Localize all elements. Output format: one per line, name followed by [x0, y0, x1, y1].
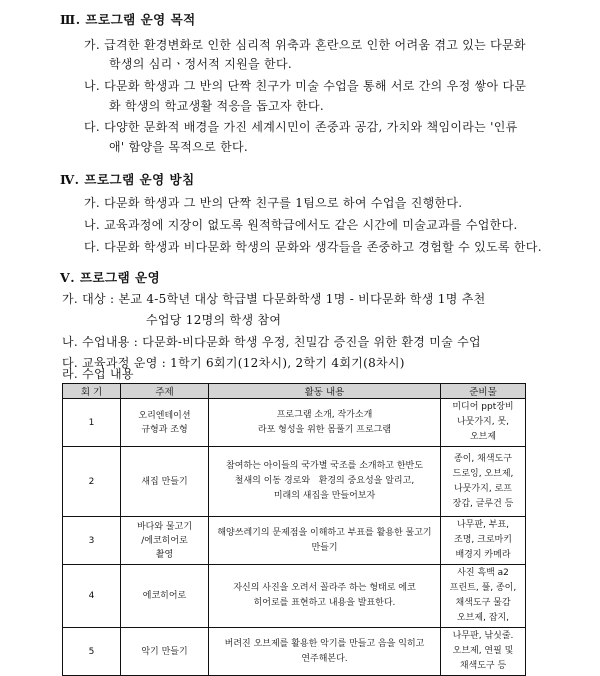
target-line-2: 수업당 12명의 학생 참여 [146, 313, 282, 327]
activity-cell [209, 628, 441, 676]
materials-cell-line: 나무판, 부표, [456, 520, 510, 530]
activity-cell-line: 해양쓰레기의 문제점을 이해하고 부표를 활용한 물고기 [217, 527, 432, 538]
activity-cell-line: 참여하는 아이들의 국가별 국조를 소개하고 한반도 [226, 461, 423, 471]
topic-cell-line: 오리엔테이션 [138, 410, 191, 421]
activity-cell-line: 연주해본다. [301, 653, 348, 664]
purpose-item-1-line-1: 가. 급격한 환경변화로 인한 심리적 위축과 혼란으로 인한 어려움 겪고 있는 다문화 [84, 38, 526, 52]
materials-cell-line: 장갑, 글루건 등 [452, 498, 514, 509]
session-number: 5 [63, 628, 121, 676]
topic-cell-line: 촬영 [155, 549, 174, 560]
table-row [63, 628, 526, 676]
target-line-1: 가. 대상 : 본교 4-5학년 대상 학급별 다문화학생 1명 - 비다문화 학생 1명 추천 [62, 292, 486, 306]
section-5-heading: Ⅴ. 프로그램 운영 [60, 270, 161, 285]
topic-cell-line: /에코히어로 [141, 535, 188, 546]
materials-cell-line: 프린트, 풀, 종이, [449, 583, 517, 593]
session-number: 4 [63, 565, 121, 628]
activity-cell-line: 버려진 오브제를 활용한 악기를 만들고 음을 익히고 [224, 638, 425, 649]
materials-cell [441, 517, 526, 565]
purpose-item-3-line-1: 다. 다양한 문화적 배경을 가진 세계시민이 존중과 공감, 가치와 책임이라는 '인류 [84, 120, 518, 134]
session-number: 1 [63, 399, 121, 447]
lesson-content-label: 라. 수업 내용 [62, 367, 134, 381]
topic-cell [121, 628, 209, 676]
class-content: 나. 수업내용 : 다문화-비다문화 학생 우정, 친밀감 증진을 위한 환경 미술 수업 [62, 335, 481, 349]
table-row [63, 399, 526, 447]
policy-item-3: 다. 다문화 학생과 비다문화 학생의 문화와 생각들을 존중하고 경험할 수 있도록 한다. [84, 240, 542, 254]
lesson-plan-table [62, 383, 526, 676]
materials-cell [441, 447, 526, 517]
activity-cell-line: 자신의 사진을 오려서 꼴라주 하는 형태로 에코 [233, 583, 416, 593]
policy-item-1: 가. 다문화 학생과 그 반의 단짝 친구를 1팀으로 하여 수업을 진행한다. [84, 196, 463, 210]
session-number: 3 [63, 517, 121, 565]
header-activity: 활동 내용 [209, 384, 441, 399]
activity-cell-line: 히어로를 표현하고 내용을 발표한다. [253, 598, 396, 608]
activity-cell [209, 399, 441, 447]
activity-cell-line: 라포 형성을 위한 몸풀기 프로그램 [257, 424, 392, 435]
materials-cell-line: 나뭇가지, 로프 [454, 483, 512, 494]
materials-cell-line: 배경지 카메라 [455, 550, 511, 560]
session-number: 2 [63, 447, 121, 517]
materials-cell-line: 미디어 ppt장비 [452, 402, 514, 412]
table-row [63, 447, 526, 517]
materials-cell-line: 종이, 채색도구 [454, 453, 512, 464]
materials-cell-line: 사진 흑백 a2 [457, 568, 509, 578]
topic-cell [121, 517, 209, 565]
topic-cell-line: 새집 만들기 [141, 476, 188, 487]
activity-cell [209, 517, 441, 565]
header-session: 회 기 [63, 384, 121, 399]
materials-cell-line: 나무판, 낚싯줄. [452, 631, 514, 641]
materials-cell-line: 채색도구 물감 [455, 598, 511, 608]
table-row [63, 517, 526, 565]
purpose-item-3-line-2: 애' 함양을 목적으로 한다. [109, 140, 248, 154]
materials-cell-line: 조명, 크로마키 [454, 535, 512, 545]
materials-cell-line: 오브제 [469, 432, 497, 442]
topic-cell-line: 에코히어로 [142, 591, 187, 601]
table-row [63, 565, 526, 628]
header-materials: 준비물 [441, 384, 526, 399]
section-3-heading: Ⅲ. 프로그램 운영 목적 [60, 12, 196, 27]
materials-cell-line: 나뭇가지, 못, [456, 417, 510, 427]
topic-cell-line: 악기 만들기 [141, 646, 188, 657]
activity-cell-line: 철새의 이동 경로와 환경의 중요성을 알리고, [234, 476, 415, 486]
purpose-item-2-line-2: 화 학생의 학교생활 적응을 돕고자 한다. [109, 99, 324, 113]
activity-cell-line: 미래의 새집을 만들어보자 [273, 491, 376, 501]
topic-cell [121, 447, 209, 517]
header-topic: 주제 [121, 384, 209, 399]
materials-cell-line: 오브제, 잡지, [456, 613, 510, 623]
topic-cell-line: 바다와 물고기 [136, 521, 193, 532]
section-4-heading: Ⅳ. 프로그램 운영 방침 [60, 172, 195, 187]
materials-cell [441, 565, 526, 628]
activity-cell [209, 565, 441, 628]
materials-cell [441, 399, 526, 447]
purpose-item-1-line-2: 학생의 심리ㆍ정서적 지원을 한다. [109, 57, 292, 71]
materials-cell-line: 채색도구 등 [459, 661, 507, 671]
curriculum-schedule: 다. 교육과정 운영 : 1학기 6회기(12차시), 2학기 4회기(8차시) [62, 356, 405, 370]
activity-cell-line: 프로그램 소개, 작가소개 [276, 409, 373, 420]
topic-cell [121, 399, 209, 447]
materials-cell [441, 628, 526, 676]
policy-item-2: 나. 교육과정에 지장이 없도록 원적학급에서도 같은 시간에 미술교과를 수업한다. [84, 218, 518, 232]
activity-cell-line: 만들기 [311, 542, 338, 553]
topic-cell-line: 규형과 조형 [141, 424, 188, 435]
topic-cell [121, 565, 209, 628]
activity-cell [209, 447, 441, 517]
purpose-item-2-line-1: 나. 다문화 학생과 그 반의 단짝 친구가 미술 수업을 통해 서로 간의 우정 쌓아 다문 [84, 79, 527, 93]
table-header-row [63, 384, 526, 399]
materials-cell-line: 오브제, 연필 및 [452, 646, 514, 656]
materials-cell-line: 드로잉, 오브제, [452, 468, 514, 479]
